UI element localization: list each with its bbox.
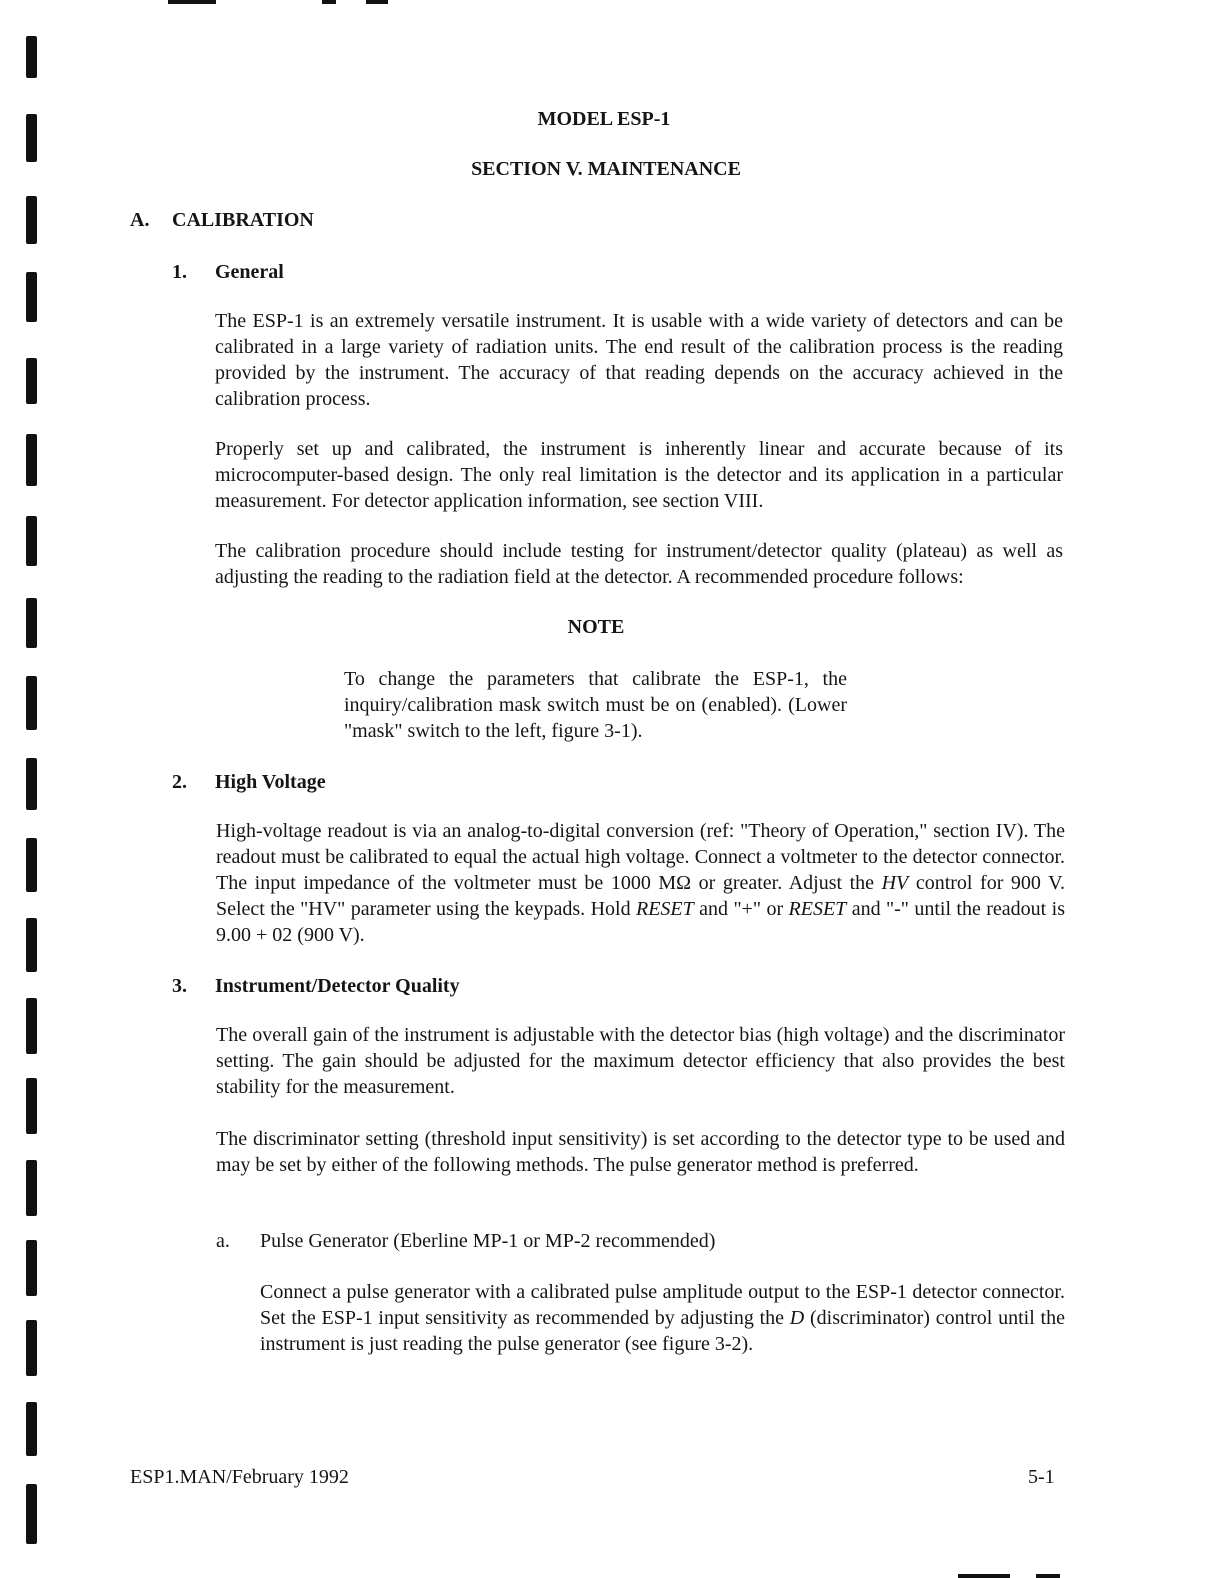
binder-mark — [26, 358, 37, 404]
page-number: 5-1 — [1028, 1466, 1055, 1488]
binder-mark — [26, 196, 37, 244]
section-heading: SECTION V. MAINTENANCE — [471, 158, 741, 180]
pulse-generator-heading — [216, 1228, 715, 1254]
note-title: NOTE — [567, 616, 625, 638]
binder-mark — [26, 1402, 37, 1456]
calibration-heading — [130, 207, 314, 233]
general-paragraph: The ESP-1 is an extremely versatile instrument. It is usable with a wide variety of detectors and can be calibrated in a large variety of radiation units. The end result of the calibration process is the reading provided by the instrument. The accuracy of that reading depends on the accuracy achieved in the calibration process. — [215, 310, 1063, 410]
binder-mark — [26, 758, 37, 810]
scan-edge-mark — [322, 0, 336, 4]
heading-title: Instrument/Detector Quality — [215, 975, 460, 997]
binder-mark — [26, 36, 37, 78]
binder-mark — [26, 838, 37, 892]
binder-mark — [26, 1484, 37, 1544]
binder-mark — [26, 434, 37, 486]
quality-paragraph: The discriminator setting (threshold input sensitivity) is set according to the detector type to be used and may be set by either of the following methods. The pulse generator method is preferred. — [216, 1128, 1065, 1176]
binder-mark — [26, 516, 37, 566]
binder-mark — [26, 1160, 37, 1216]
binder-mark — [26, 1240, 37, 1296]
reset-key-name: RESET — [635, 898, 694, 920]
binder-hole-marks — [26, 0, 42, 1578]
binder-mark — [26, 1320, 37, 1376]
binder-mark — [26, 676, 37, 730]
text-run: and "+" or — [693, 898, 789, 920]
item-title: Pulse Generator (Eberline MP-1 or MP-2 recommended) — [260, 1230, 716, 1252]
reset-key-name: RESET — [788, 898, 847, 920]
scan-edge-mark — [958, 1574, 1010, 1578]
binder-mark — [26, 998, 37, 1054]
note-text: To change the parameters that calibrate the ESP-1, the inquiry/calibration mask switch must be on (enabled). (Lower "mask" switch to the left, figure 3-1). — [344, 668, 847, 742]
binder-mark — [26, 918, 37, 972]
text-run: control for 900 V. Select the "HV" parameter using the keypads. Hold — [216, 872, 1065, 920]
text-run: High-voltage readout is via an analog-to-digital conversion (ref: "Theory of Operation," section IV). The readout must be calibrated to equal the actual high voltage. Connect a voltmeter to the detector connector. The input impedance of the voltmeter must be 1000 MΩ or greater. Adjust the — [216, 820, 1065, 894]
scan-edge-mark — [168, 0, 216, 4]
text-run: (discriminator) control until the instrument is just reading the pulse generator (see figure 3-2). — [260, 1307, 1065, 1355]
binder-mark — [26, 1078, 37, 1134]
heading-number: 2. — [172, 771, 187, 793]
scan-edge-mark — [1036, 1574, 1060, 1578]
heading-title: High Voltage — [215, 771, 326, 793]
text-run: and "-" until the readout is 9.00 + 02 (900 V). — [216, 898, 1065, 946]
heading-letter: A. — [130, 209, 150, 231]
item-letter: a. — [216, 1230, 230, 1252]
general-paragraph: Properly set up and calibrated, the instrument is inherently linear and accurate because of its microcomputer-based design. The only real limitation is the detector and its application in a particular measurement. For detector application information, see section VIII. — [215, 438, 1063, 512]
hv-control-name: HV — [881, 872, 909, 894]
heading-title: General — [215, 261, 284, 283]
d-control-name: D — [789, 1307, 805, 1329]
scan-edge-mark — [366, 0, 388, 4]
heading-number: 1. — [172, 261, 187, 283]
footer-document-id: ESP1.MAN/February 1992 — [130, 1466, 349, 1488]
binder-mark — [26, 272, 37, 322]
model-heading: MODEL ESP-1 — [537, 108, 671, 130]
text-run: Connect a pulse generator with a calibrated pulse amplitude output to the ESP-1 detector connector. Set the ESP-1 input sensitivity as recommended by adjusting the — [260, 1281, 1065, 1329]
general-paragraph: The calibration procedure should include testing for instrument/detector quality (plateau) as well as adjusting the reading to the radiation field at the detector. A recommended procedure follows: — [215, 540, 1063, 588]
high-voltage-paragraph — [216, 818, 1065, 948]
quality-heading — [172, 973, 460, 999]
pulse-generator-paragraph — [260, 1279, 1065, 1357]
general-heading — [172, 259, 284, 285]
heading-title: CALIBRATION — [172, 209, 314, 231]
high-voltage-heading — [172, 769, 326, 795]
quality-paragraph: The overall gain of the instrument is adjustable with the detector bias (high voltage) and the discriminator setting. The gain should be adjusted for the maximum detector efficiency that also provides the best stability for the measurement. — [216, 1024, 1065, 1098]
heading-number: 3. — [172, 975, 187, 997]
